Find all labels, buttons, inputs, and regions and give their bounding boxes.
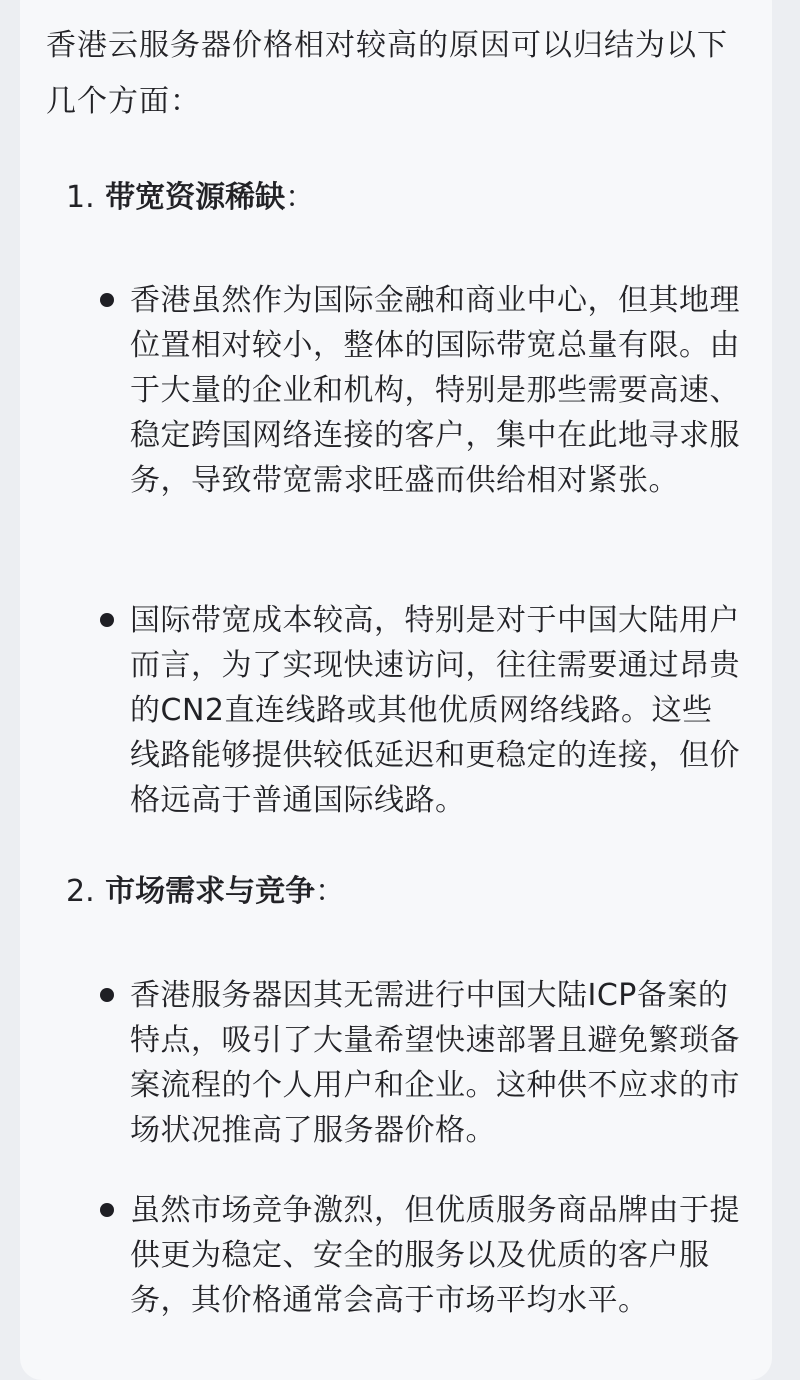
section-colon: ： (285, 180, 316, 215)
section-number: 1. (66, 180, 95, 215)
section-heading-market (66, 864, 345, 920)
section-heading-bandwidth (66, 170, 315, 226)
list-item: 虽然市场竞争激烈，但优质服务商品牌由于提供更为稳定、安全的服务以及优质的客户服务，其价格通常会高于市场平均水平。 (130, 1193, 740, 1318)
bullet-dot-icon (100, 293, 114, 307)
list-item: 香港服务器因其无需进行中国大陆ICP备案的特点，吸引了大量希望快速部署且避免繁琐备案流程的个人用户和企业。这种供不应求的市场状况推高了服务器价格。 (130, 978, 740, 1148)
section-title: 带宽资源稀缺 (105, 180, 286, 215)
section-colon: ： (315, 874, 346, 909)
bullet-dot-icon (100, 1203, 114, 1217)
section-number: 2. (66, 874, 95, 909)
intro-paragraph: 香港云服务器价格相对较高的原因可以归结为以下几个方面： (46, 28, 728, 119)
section-title: 市场需求与竞争 (105, 874, 316, 909)
list-item: 香港虽然作为国际金融和商业中心，但其地理位置相对较小，整体的国际带宽总量有限。由于大量的企业和机构，特别是那些需要高速、稳定跨国网络连接的客户，集中在此地寻求服务，导致带宽需求旺盛而供给相对紧张。 (130, 283, 740, 498)
bullet-dot-icon (100, 613, 114, 627)
list-item: 国际带宽成本较高，特别是对于中国大陆用户而言，为了实现快速访问，往往需要通过昂贵的CN2直连线路或其他优质网络线路。这些线路能够提供较低延迟和更稳定的连接，但价格远高于普通国际线路。 (130, 603, 740, 818)
bullet-dot-icon (100, 988, 114, 1002)
